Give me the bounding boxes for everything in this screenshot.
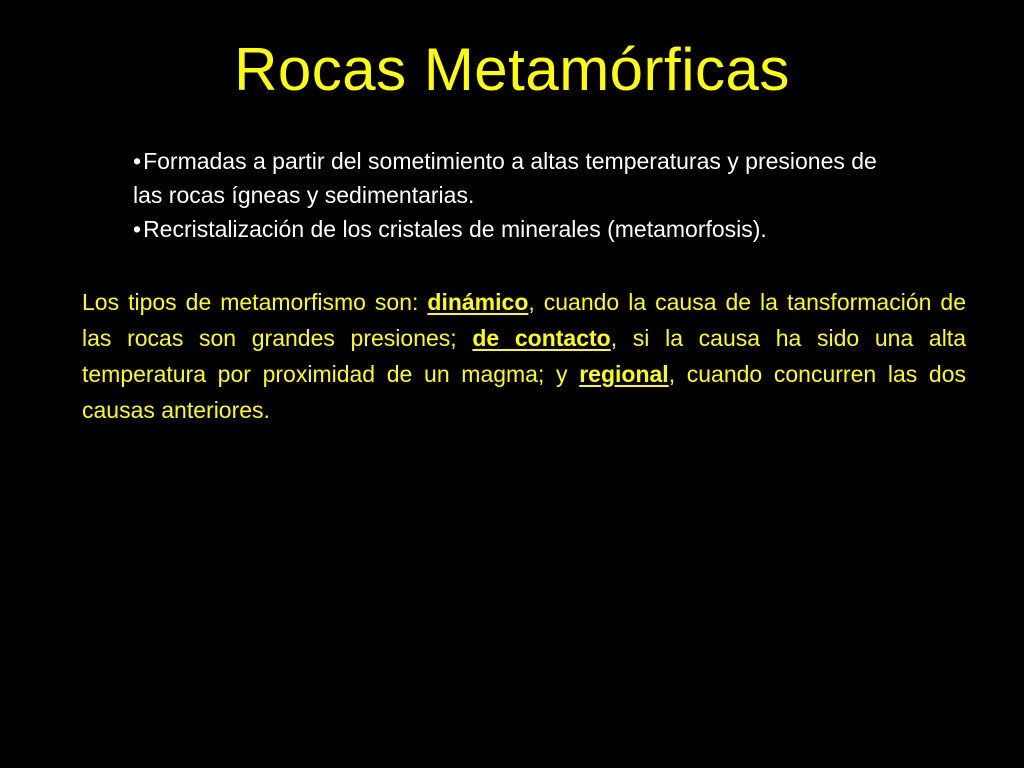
paragraph-text: Los tipos de metamorfismo son:: [82, 289, 428, 315]
bullet-item: [133, 144, 893, 212]
bullet-item: [133, 212, 893, 246]
bullet-text: Formadas a partir del sometimiento a altas temperaturas y presiones de las rocas ígneas y sedimentarias.: [133, 148, 877, 208]
paragraph-text: , si la causa ha sido una alta temperatura por proximidad de un magma; y: [82, 325, 966, 387]
term-de-contacto: de contacto: [472, 325, 611, 351]
slide-title: Rocas Metamórficas: [234, 36, 790, 103]
bullet-text: Recristalización de los cristales de minerales (metamorfosis).: [143, 216, 767, 242]
term-regional: regional: [579, 361, 669, 387]
paragraph-text: , cuando la causa de la tansformación de las rocas son grandes presiones;: [82, 289, 966, 351]
bullet-list: [133, 144, 893, 246]
paragraph-text: , cuando concurren las dos causas anteriores.: [82, 361, 966, 423]
metamorphism-types-paragraph: [82, 284, 966, 428]
term-dinamico: dinámico: [427, 289, 529, 315]
bullet-marker-icon: •: [133, 216, 142, 242]
bullet-marker-icon: •: [133, 148, 142, 174]
